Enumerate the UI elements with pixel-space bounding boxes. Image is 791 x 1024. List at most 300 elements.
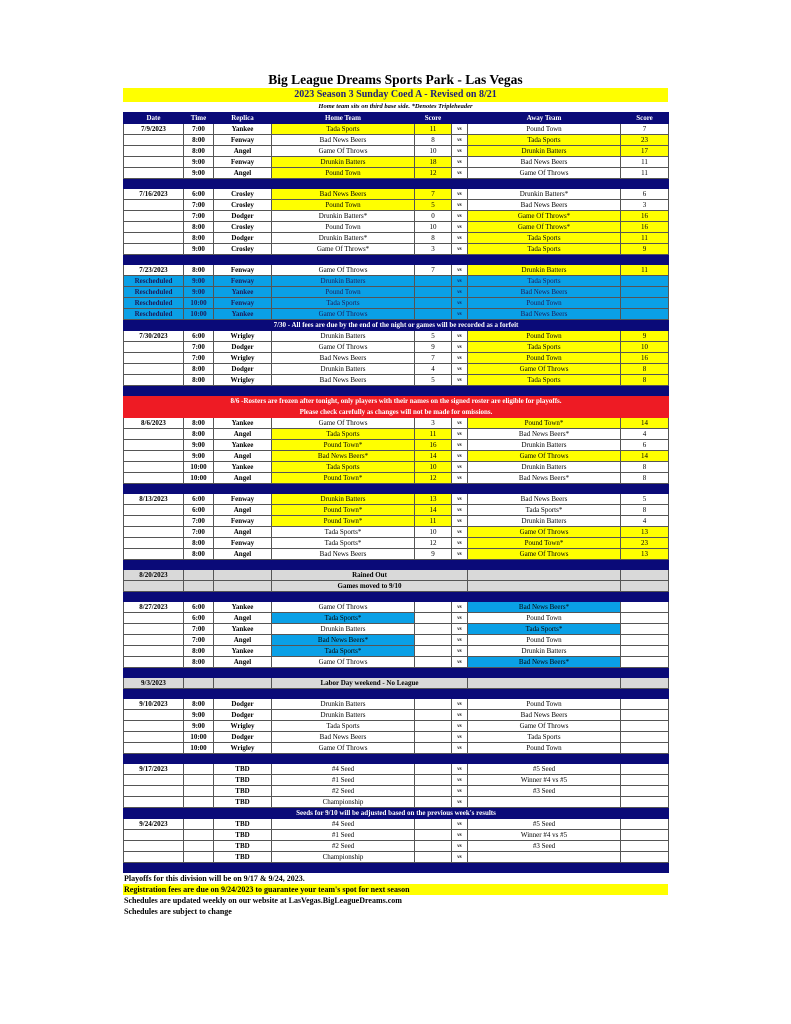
- away-score-cell: [621, 646, 669, 657]
- away-score-cell: 8: [621, 375, 669, 386]
- away-team-cell: Bad News Beers: [468, 157, 621, 168]
- game-row: [124, 473, 669, 484]
- home-team-cell: Pound Town: [272, 168, 415, 179]
- replica-cell: Yankee: [214, 646, 272, 657]
- home-team-cell: Championship: [272, 797, 415, 808]
- game-row: [124, 494, 669, 505]
- separator-cell: [124, 592, 669, 602]
- vs-cell: vs: [452, 527, 468, 538]
- home-score-cell: [415, 743, 452, 754]
- away-score-cell: 16: [621, 222, 669, 233]
- vs-cell: vs: [452, 168, 468, 179]
- time-cell: 9:00: [184, 276, 214, 287]
- rescheduled-row: [124, 287, 669, 298]
- replica-cell: Crosley: [214, 222, 272, 233]
- home-team-cell: #2 Seed: [272, 786, 415, 797]
- date-cell: [124, 157, 184, 168]
- vs-cell: vs: [452, 786, 468, 797]
- date-cell: [124, 775, 184, 786]
- away-team-cell: Drunkin Batters: [468, 462, 621, 473]
- week-separator: [124, 484, 669, 494]
- home-team-cell: Tada Sports*: [272, 646, 415, 657]
- home-score-cell: [415, 646, 452, 657]
- game-row: [124, 157, 669, 168]
- date-cell: [124, 233, 184, 244]
- time-cell: 8:00: [184, 657, 214, 668]
- time-cell: 8:00: [184, 646, 214, 657]
- away-team-cell: Bad News Beers: [468, 309, 621, 320]
- replica-cell: Fenway: [214, 276, 272, 287]
- away-score-cell: [621, 764, 669, 775]
- vs-cell: vs: [452, 613, 468, 624]
- replica-cell: Fenway: [214, 538, 272, 549]
- vs-cell: vs: [452, 797, 468, 808]
- week-separator: [124, 592, 669, 602]
- time-cell: 7:00: [184, 124, 214, 135]
- home-team-cell: Pound Town*: [272, 440, 415, 451]
- date-cell: [124, 786, 184, 797]
- away-team-cell: #3 Seed: [468, 841, 621, 852]
- home-team-cell: Game Of Throws: [272, 146, 415, 157]
- vs-cell: vs: [452, 353, 468, 364]
- home-score-cell: 9: [415, 342, 452, 353]
- home-score-cell: [415, 699, 452, 710]
- away-score-cell: [621, 852, 669, 863]
- date-cell: [124, 146, 184, 157]
- time-cell: 8:00: [184, 265, 214, 276]
- home-score-cell: 11: [415, 124, 452, 135]
- home-score-cell: [415, 841, 452, 852]
- away-team-cell: Drunkin Batters: [468, 646, 621, 657]
- home-score-cell: [415, 287, 452, 298]
- home-team-cell: Tada Sports*: [272, 538, 415, 549]
- week-separator: [124, 255, 669, 265]
- away-score-cell: [621, 841, 669, 852]
- game-row: [124, 830, 669, 841]
- away-team-cell: Game Of Throws: [468, 721, 621, 732]
- no-games-row: [124, 678, 669, 689]
- home-team-cell: #4 Seed: [272, 764, 415, 775]
- time-cell: 8:00: [184, 549, 214, 560]
- away-score-cell: [621, 624, 669, 635]
- date-cell: [124, 527, 184, 538]
- date-cell: 7/16/2023: [124, 189, 184, 200]
- game-row: [124, 189, 669, 200]
- game-row: [124, 222, 669, 233]
- game-row: [124, 646, 669, 657]
- away-score-cell: 10: [621, 342, 669, 353]
- home-score-cell: 0: [415, 211, 452, 222]
- vs-cell: vs: [452, 462, 468, 473]
- time-cell: 9:00: [184, 244, 214, 255]
- away-team-cell: Drunkin Batters*: [468, 189, 621, 200]
- away-score-cell: 5: [621, 494, 669, 505]
- home-team-cell: Bad News Beers: [272, 549, 415, 560]
- replica-cell: TBD: [214, 775, 272, 786]
- game-row: [124, 265, 669, 276]
- replica-cell: Angel: [214, 657, 272, 668]
- game-row: [124, 732, 669, 743]
- away-score-cell: 16: [621, 353, 669, 364]
- date-cell: Rescheduled: [124, 298, 184, 309]
- vs-cell: vs: [452, 852, 468, 863]
- away-team-cell: Pound Town*: [468, 538, 621, 549]
- away-score-cell: 11: [621, 265, 669, 276]
- replica-cell: Wrigley: [214, 743, 272, 754]
- home-team-cell: Championship: [272, 852, 415, 863]
- time-cell: 9:00: [184, 157, 214, 168]
- date-cell: [124, 538, 184, 549]
- replica-cell: TBD: [214, 797, 272, 808]
- away-team-cell: Game Of Throws: [468, 168, 621, 179]
- vs-cell: vs: [452, 342, 468, 353]
- time-cell: 6:00: [184, 613, 214, 624]
- date-cell: 8/6/2023: [124, 418, 184, 429]
- date-cell: [124, 505, 184, 516]
- away-score-cell: [621, 797, 669, 808]
- home-score-cell: 14: [415, 505, 452, 516]
- time-cell: 6:00: [184, 602, 214, 613]
- home-score-cell: 8: [415, 233, 452, 244]
- away-team-cell: Tada Sports: [468, 233, 621, 244]
- away-team-cell: Tada Sports: [468, 342, 621, 353]
- separator-cell: [124, 863, 669, 873]
- date-cell: [124, 797, 184, 808]
- game-row: [124, 786, 669, 797]
- time-cell: [184, 830, 214, 841]
- away-score-cell: 23: [621, 135, 669, 146]
- game-row: [124, 549, 669, 560]
- replica-cell: Yankee: [214, 602, 272, 613]
- away-team-cell: #5 Seed: [468, 764, 621, 775]
- replica-cell: [214, 678, 272, 689]
- game-row: [124, 342, 669, 353]
- away-team-cell: Bad News Beers*: [468, 473, 621, 484]
- away-score-cell: 8: [621, 505, 669, 516]
- game-row: [124, 505, 669, 516]
- game-row: [124, 375, 669, 386]
- home-score-cell: [415, 309, 452, 320]
- away-team-cell: Tada Sports: [468, 244, 621, 255]
- home-score-cell: 12: [415, 168, 452, 179]
- grey-message: Rained Out: [272, 570, 468, 581]
- home-team-cell: Tada Sports*: [272, 527, 415, 538]
- game-row: [124, 602, 669, 613]
- home-team-cell: Tada Sports*: [272, 613, 415, 624]
- vs-cell: vs: [452, 124, 468, 135]
- away-team-cell: Bad News Beers: [468, 494, 621, 505]
- game-row: [124, 331, 669, 342]
- table-header: [124, 113, 669, 124]
- away-score-cell: [621, 786, 669, 797]
- home-team-cell: Tada Sports: [272, 721, 415, 732]
- time-cell: 7:00: [184, 211, 214, 222]
- time-cell: 7:00: [184, 200, 214, 211]
- away-team-cell: Game Of Throws*: [468, 211, 621, 222]
- replica-cell: Yankee: [214, 287, 272, 298]
- vs-cell: vs: [452, 222, 468, 233]
- replica-cell: Angel: [214, 505, 272, 516]
- vs-cell: vs: [452, 699, 468, 710]
- replica-cell: TBD: [214, 819, 272, 830]
- date-cell: [124, 364, 184, 375]
- vs-cell: vs: [452, 473, 468, 484]
- away-team-cell: Bad News Beers*: [468, 429, 621, 440]
- date-cell: [124, 830, 184, 841]
- date-cell: [124, 732, 184, 743]
- game-row: [124, 462, 669, 473]
- date-cell: [124, 721, 184, 732]
- home-score-cell: 3: [415, 418, 452, 429]
- date-cell: [124, 743, 184, 754]
- game-row: [124, 440, 669, 451]
- game-row: [124, 538, 669, 549]
- vs-cell: vs: [452, 200, 468, 211]
- away-team-cell: #3 Seed: [468, 786, 621, 797]
- time-cell: 8:00: [184, 538, 214, 549]
- home-score-cell: 13: [415, 494, 452, 505]
- time-cell: 9:00: [184, 287, 214, 298]
- replica-cell: Dodger: [214, 699, 272, 710]
- schedule-sheet: [123, 72, 668, 917]
- home-score-cell: 12: [415, 473, 452, 484]
- home-team-cell: Drunkin Batters: [272, 331, 415, 342]
- away-team-cell: Tada Sports: [468, 135, 621, 146]
- away-team-cell: Winner #4 vs #5: [468, 830, 621, 841]
- time-cell: [184, 764, 214, 775]
- time-cell: [184, 581, 214, 592]
- time-cell: 9:00: [184, 440, 214, 451]
- time-cell: 10:00: [184, 732, 214, 743]
- time-cell: 7:00: [184, 353, 214, 364]
- away-team-cell: Drunkin Batters: [468, 265, 621, 276]
- game-row: [124, 429, 669, 440]
- game-row: [124, 775, 669, 786]
- game-row: [124, 516, 669, 527]
- footer-notes: [123, 873, 668, 917]
- home-score-cell: [415, 721, 452, 732]
- replica-cell: Angel: [214, 146, 272, 157]
- vs-cell: vs: [452, 819, 468, 830]
- separator-cell: [124, 689, 669, 699]
- away-team-cell: Game Of Throws: [468, 549, 621, 560]
- home-score-cell: 5: [415, 375, 452, 386]
- away-score-cell: 11: [621, 157, 669, 168]
- away-score-cell: 8: [621, 364, 669, 375]
- replica-cell: Dodger: [214, 732, 272, 743]
- replica-cell: Angel: [214, 635, 272, 646]
- home-team-cell: #4 Seed: [272, 819, 415, 830]
- date-cell: 7/30/2023: [124, 331, 184, 342]
- roster-warning: [124, 407, 669, 418]
- time-cell: 8:00: [184, 135, 214, 146]
- time-cell: 8:00: [184, 699, 214, 710]
- home-team-cell: Tada Sports: [272, 429, 415, 440]
- home-score-cell: [415, 852, 452, 863]
- date-cell: [124, 222, 184, 233]
- away-team-cell: Tada Sports: [468, 732, 621, 743]
- game-row: [124, 743, 669, 754]
- vs-cell: vs: [452, 418, 468, 429]
- vs-cell: vs: [452, 440, 468, 451]
- time-cell: 10:00: [184, 743, 214, 754]
- no-games-row: [124, 570, 669, 581]
- week-separator: [124, 560, 669, 570]
- game-row: [124, 211, 669, 222]
- game-row: [124, 135, 669, 146]
- replica-cell: TBD: [214, 841, 272, 852]
- game-row: [124, 699, 669, 710]
- date-cell: 8/13/2023: [124, 494, 184, 505]
- date-cell: [124, 646, 184, 657]
- game-row: [124, 624, 669, 635]
- replica-cell: Wrigley: [214, 353, 272, 364]
- time-cell: 10:00: [184, 473, 214, 484]
- time-cell: 6:00: [184, 331, 214, 342]
- date-cell: 9/10/2023: [124, 699, 184, 710]
- away-team-cell: Pound Town: [468, 635, 621, 646]
- date-cell: [124, 581, 184, 592]
- home-team-cell: Drunkin Batters: [272, 364, 415, 375]
- date-cell: [124, 852, 184, 863]
- away-team-cell: [468, 570, 621, 581]
- away-team-cell: Pound Town*: [468, 418, 621, 429]
- vs-cell: vs: [452, 189, 468, 200]
- home-team-cell: Bad News Beers: [272, 135, 415, 146]
- rescheduled-row: [124, 309, 669, 320]
- time-cell: 9:00: [184, 168, 214, 179]
- replica-cell: Dodger: [214, 233, 272, 244]
- home-score-cell: 18: [415, 157, 452, 168]
- date-cell: [124, 462, 184, 473]
- home-score-cell: [415, 298, 452, 309]
- away-team-cell: #5 Seed: [468, 819, 621, 830]
- date-cell: 9/24/2023: [124, 819, 184, 830]
- away-score-cell: 8: [621, 473, 669, 484]
- notice-text: Seeds for 9/10 will be adjusted based on the previous week's results: [124, 808, 669, 819]
- date-cell: [124, 710, 184, 721]
- replica-cell: Angel: [214, 451, 272, 462]
- date-cell: [124, 200, 184, 211]
- home-score-cell: [415, 602, 452, 613]
- week-separator: [124, 668, 669, 678]
- vs-cell: vs: [452, 451, 468, 462]
- vs-cell: vs: [452, 157, 468, 168]
- time-cell: 7:00: [184, 635, 214, 646]
- game-row: [124, 721, 669, 732]
- home-score-cell: 10: [415, 527, 452, 538]
- away-team-cell: [468, 852, 621, 863]
- replica-cell: Yankee: [214, 124, 272, 135]
- notice-banner: [124, 320, 669, 331]
- date-cell: [124, 440, 184, 451]
- week-separator: [124, 386, 669, 396]
- home-score-cell: 12: [415, 538, 452, 549]
- game-row: [124, 244, 669, 255]
- home-score-cell: [415, 797, 452, 808]
- home-score-cell: [415, 819, 452, 830]
- replica-cell: Dodger: [214, 364, 272, 375]
- home-team-cell: #1 Seed: [272, 830, 415, 841]
- away-score-cell: [621, 287, 669, 298]
- replica-cell: TBD: [214, 764, 272, 775]
- notice-text: 7/30 - All fees are due by the end of the night or games will be recorded as a forfeit: [124, 320, 669, 331]
- time-cell: [184, 570, 214, 581]
- away-score-cell: [621, 830, 669, 841]
- replica-cell: Fenway: [214, 494, 272, 505]
- home-team-cell: Drunkin Batters*: [272, 211, 415, 222]
- home-score-cell: [415, 786, 452, 797]
- replica-cell: [214, 581, 272, 592]
- vs-cell: vs: [452, 429, 468, 440]
- home-score-cell: 8: [415, 135, 452, 146]
- away-score-cell: 16: [621, 211, 669, 222]
- date-cell: [124, 135, 184, 146]
- time-cell: 10:00: [184, 298, 214, 309]
- time-cell: [184, 797, 214, 808]
- vs-cell: vs: [452, 276, 468, 287]
- schedule-body: [124, 124, 669, 873]
- home-score-cell: 10: [415, 222, 452, 233]
- vs-cell: vs: [452, 538, 468, 549]
- away-score-cell: [621, 699, 669, 710]
- week-separator: [124, 863, 669, 873]
- away-score-cell: 4: [621, 429, 669, 440]
- away-team-cell: Pound Town: [468, 353, 621, 364]
- time-cell: 8:00: [184, 364, 214, 375]
- roster-warning: [124, 396, 669, 407]
- home-team-cell: Bad News Beers*: [272, 635, 415, 646]
- game-row: [124, 200, 669, 211]
- date-cell: 8/20/2023: [124, 570, 184, 581]
- separator-cell: [124, 484, 669, 494]
- col-replica: Replica: [214, 113, 272, 124]
- home-team-cell: Pound Town: [272, 200, 415, 211]
- away-team-cell: Tada Sports*: [468, 505, 621, 516]
- vs-cell: vs: [452, 265, 468, 276]
- home-score-cell: [415, 635, 452, 646]
- home-team-cell: Game Of Throws: [272, 342, 415, 353]
- time-cell: 10:00: [184, 462, 214, 473]
- date-cell: 9/17/2023: [124, 764, 184, 775]
- home-team-cell: Drunkin Batters: [272, 157, 415, 168]
- vs-cell: vs: [452, 211, 468, 222]
- game-row: [124, 527, 669, 538]
- home-team-cell: Pound Town*: [272, 505, 415, 516]
- week-separator: [124, 754, 669, 764]
- vs-cell: vs: [452, 646, 468, 657]
- away-team-cell: Pound Town: [468, 743, 621, 754]
- footer-line: Schedules are subject to change: [124, 907, 232, 916]
- vs-cell: vs: [452, 233, 468, 244]
- home-team-cell: Bad News Beers: [272, 189, 415, 200]
- time-cell: 8:00: [184, 418, 214, 429]
- home-team-cell: Tada Sports: [272, 462, 415, 473]
- col-home-team: Home Team: [272, 113, 415, 124]
- home-team-cell: Drunkin Batters: [272, 699, 415, 710]
- replica-cell: Yankee: [214, 462, 272, 473]
- away-team-cell: Pound Town: [468, 124, 621, 135]
- replica-cell: Dodger: [214, 710, 272, 721]
- separator-cell: [124, 668, 669, 678]
- vs-cell: vs: [452, 743, 468, 754]
- replica-cell: Fenway: [214, 157, 272, 168]
- replica-cell: Wrigley: [214, 375, 272, 386]
- date-cell: [124, 635, 184, 646]
- away-score-cell: 13: [621, 549, 669, 560]
- away-score-cell: 23: [621, 538, 669, 549]
- home-score-cell: 7: [415, 265, 452, 276]
